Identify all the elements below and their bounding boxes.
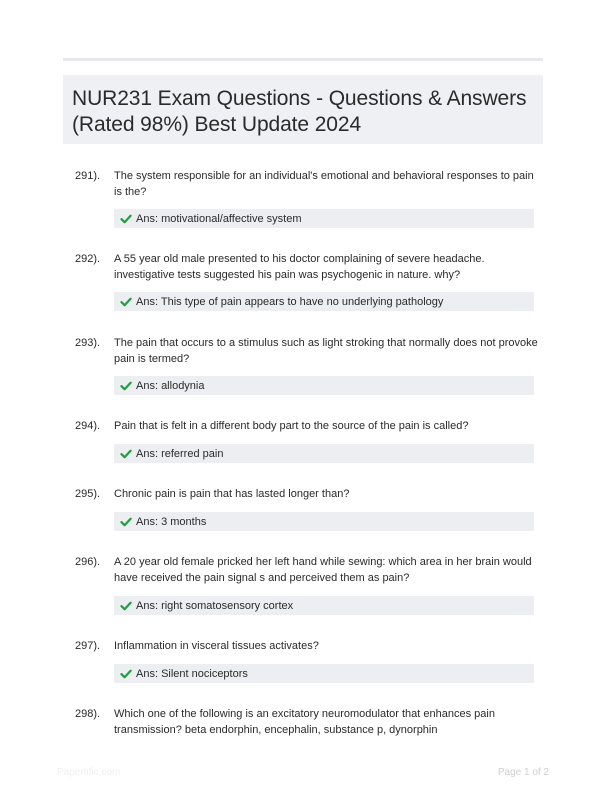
page-number: Page 1 of 2	[497, 767, 549, 778]
check-icon	[120, 380, 132, 392]
check-icon	[120, 213, 132, 225]
answer-box	[114, 596, 534, 615]
check-icon	[120, 600, 132, 612]
answer-box	[114, 292, 534, 311]
question-number: 295).	[75, 488, 101, 500]
answer-box	[114, 664, 534, 683]
document-title-line-1: NUR231 Exam Questions - Questions & Answers	[72, 87, 527, 110]
answer-box	[114, 512, 534, 531]
footer-watermark: Papertific.com	[57, 767, 121, 778]
check-icon	[120, 296, 132, 308]
question-text: Inflammation in visceral tissues activates?	[114, 640, 319, 652]
question-number: 291).	[75, 170, 101, 182]
question-text: Pain that is felt in a different body part to the source of the pain is called?	[114, 420, 469, 432]
question-text: The pain that occurs to a stimulus such as light stroking that normally does not provoke pain is termed?	[114, 337, 538, 365]
answer-text: Ans: motivational/affective system	[136, 212, 302, 225]
answer-text: Ans: referred pain	[136, 447, 224, 460]
document-title-line-2: (Rated 98%) Best Update 2024	[72, 113, 362, 136]
question-text: A 20 year old female pricked her left hand while sewing: which area in her brain would have received the pain signal s and perceived them as pain?	[114, 556, 532, 584]
question-text: Which one of the following is an excitatory neuromodulator that enhances pain transmission? beta endorphin, encephalin, substance p, dynorphin	[114, 708, 495, 736]
question-number: 294).	[75, 420, 101, 432]
answer-text: Ans: 3 months	[136, 515, 207, 528]
question-text: Chronic pain is pain that has lasted longer than?	[114, 488, 350, 500]
question-number: 297).	[75, 640, 101, 652]
question-number: 298).	[75, 708, 101, 720]
top-divider	[63, 58, 543, 61]
question-text: A 55 year old male presented to his doctor complaining of severe headache. investigative tests suggested his pain was psychogenic in nature. why?	[114, 253, 485, 281]
question-text: The system responsible for an individual's emotional and behavioral responses to pain is the?	[114, 170, 534, 198]
answer-text: Ans: This type of pain appears to have no underlying pathology	[136, 295, 444, 308]
question-number: 292).	[75, 253, 101, 265]
answer-box	[114, 444, 534, 463]
answer-box	[114, 376, 534, 395]
answer-box	[114, 209, 534, 228]
question-number: 296).	[75, 556, 101, 568]
check-icon	[120, 448, 132, 460]
answer-text: Ans: Silent nociceptors	[136, 667, 248, 680]
check-icon	[120, 516, 132, 528]
answer-text: Ans: right somatosensory cortex	[136, 599, 294, 612]
document-title-box	[63, 75, 543, 144]
question-number: 293).	[75, 337, 101, 349]
answer-text: Ans: allodynia	[136, 379, 205, 392]
check-icon	[120, 668, 132, 680]
